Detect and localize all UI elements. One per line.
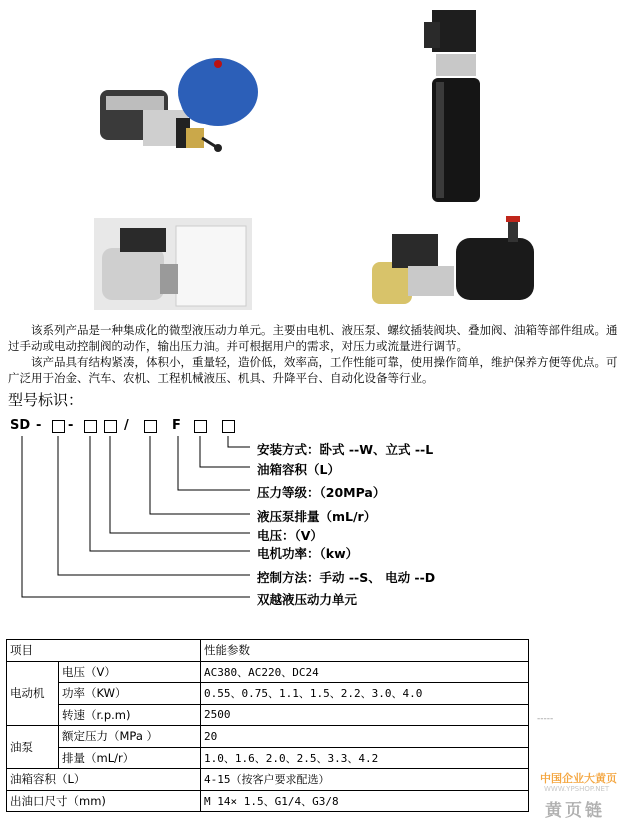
table-row bbox=[7, 661, 529, 683]
row-label: 额定压力（MPa ） bbox=[59, 726, 201, 748]
callout-unit-name: 双越液压动力单元 bbox=[257, 592, 358, 607]
table-row bbox=[7, 747, 529, 769]
product-photo-white-tank bbox=[94, 218, 252, 310]
description-paragraph-1: 该系列产品是一种集成化的微型液压动力单元。主要由电机、液压泵、螺纹插装阀块、叠加阀、油箱等部件组成。通过手动或电动控制阀的动作，输出压力油。并可根据用户的需求，对压力或流量进行调节。 bbox=[8, 323, 618, 353]
callout-pump-displacement: 液压泵排量（mL/r） bbox=[257, 509, 377, 524]
code-dash-2: - bbox=[68, 418, 74, 433]
row-label: 转速（r.p.m) bbox=[59, 704, 201, 726]
table-row bbox=[7, 704, 529, 726]
table-row bbox=[7, 769, 529, 791]
watermark-dash: ----- bbox=[537, 714, 554, 724]
row-value: M 14× 1.5、G1/4、G3/8 bbox=[201, 790, 529, 812]
table-row bbox=[7, 790, 529, 812]
row-label: 功率（KW） bbox=[59, 683, 201, 705]
header-params: 性能参数 bbox=[201, 640, 529, 662]
row-label: 电压（V） bbox=[59, 661, 201, 683]
row-label: 出油口尺寸（mm) bbox=[7, 790, 201, 812]
spec-table bbox=[6, 639, 529, 812]
code-slash: / bbox=[124, 418, 129, 433]
product-photo-vertical-black bbox=[418, 6, 488, 206]
table-row bbox=[7, 640, 529, 662]
code-f: F bbox=[172, 418, 181, 433]
row-value: 0.55、0.75、1.1、1.5、2.2、3.0、4.0 bbox=[201, 683, 529, 705]
callout-pressure: 压力等级：（20MPa） bbox=[257, 485, 386, 500]
row-value: 20 bbox=[201, 726, 529, 748]
row-label: 油箱容积（L） bbox=[7, 769, 201, 791]
table-row bbox=[7, 726, 529, 748]
watermark-logo: 黄页链 bbox=[545, 801, 605, 821]
product-photo-black-tank bbox=[368, 214, 538, 314]
model-callout-lines bbox=[0, 430, 260, 605]
description-paragraph-2: 该产品具有结构紧凑，体积小，重量轻，造价低，效率高，工作性能可靠，使用操作简单，维护保养方便等优点。可广泛用于冶金、汽车、农机、工程机械液压、机具、升降平台、自动化设备等行业。 bbox=[8, 355, 618, 385]
callout-motor-power: 电机功率：（kw） bbox=[257, 546, 359, 561]
code-dash-1: - bbox=[36, 418, 42, 433]
row-label: 排量（mL/r） bbox=[59, 747, 201, 769]
callout-tank-volume: 油箱容积（L） bbox=[257, 462, 340, 477]
product-photo-horizontal-blue bbox=[88, 50, 266, 168]
callout-mounting: 安装方式：卧式 --W、立式 --L bbox=[257, 442, 434, 457]
table-row bbox=[7, 683, 529, 705]
model-heading: 型号标识： bbox=[8, 391, 84, 409]
row-value: 1.0、1.6、2.0、2.5、3.3、4.2 bbox=[201, 747, 529, 769]
group-motor: 电动机 bbox=[7, 661, 59, 726]
group-pump: 油泵 bbox=[7, 726, 59, 769]
watermark-url: WWW.YPSHOP.NET bbox=[544, 785, 610, 793]
header-item: 项目 bbox=[7, 640, 201, 662]
row-value: 2500 bbox=[201, 704, 529, 726]
row-value: AC380、AC220、DC24 bbox=[201, 661, 529, 683]
callout-control-method: 控制方法：手动 --S、 电动 --D bbox=[257, 570, 436, 585]
callout-voltage: 电压：（V） bbox=[257, 528, 323, 543]
code-prefix: SD bbox=[10, 418, 31, 433]
watermark-title: 中国企业大黄页 bbox=[540, 772, 617, 785]
row-value: 4-15（按客户要求配选） bbox=[201, 769, 529, 791]
product-description bbox=[8, 322, 618, 386]
